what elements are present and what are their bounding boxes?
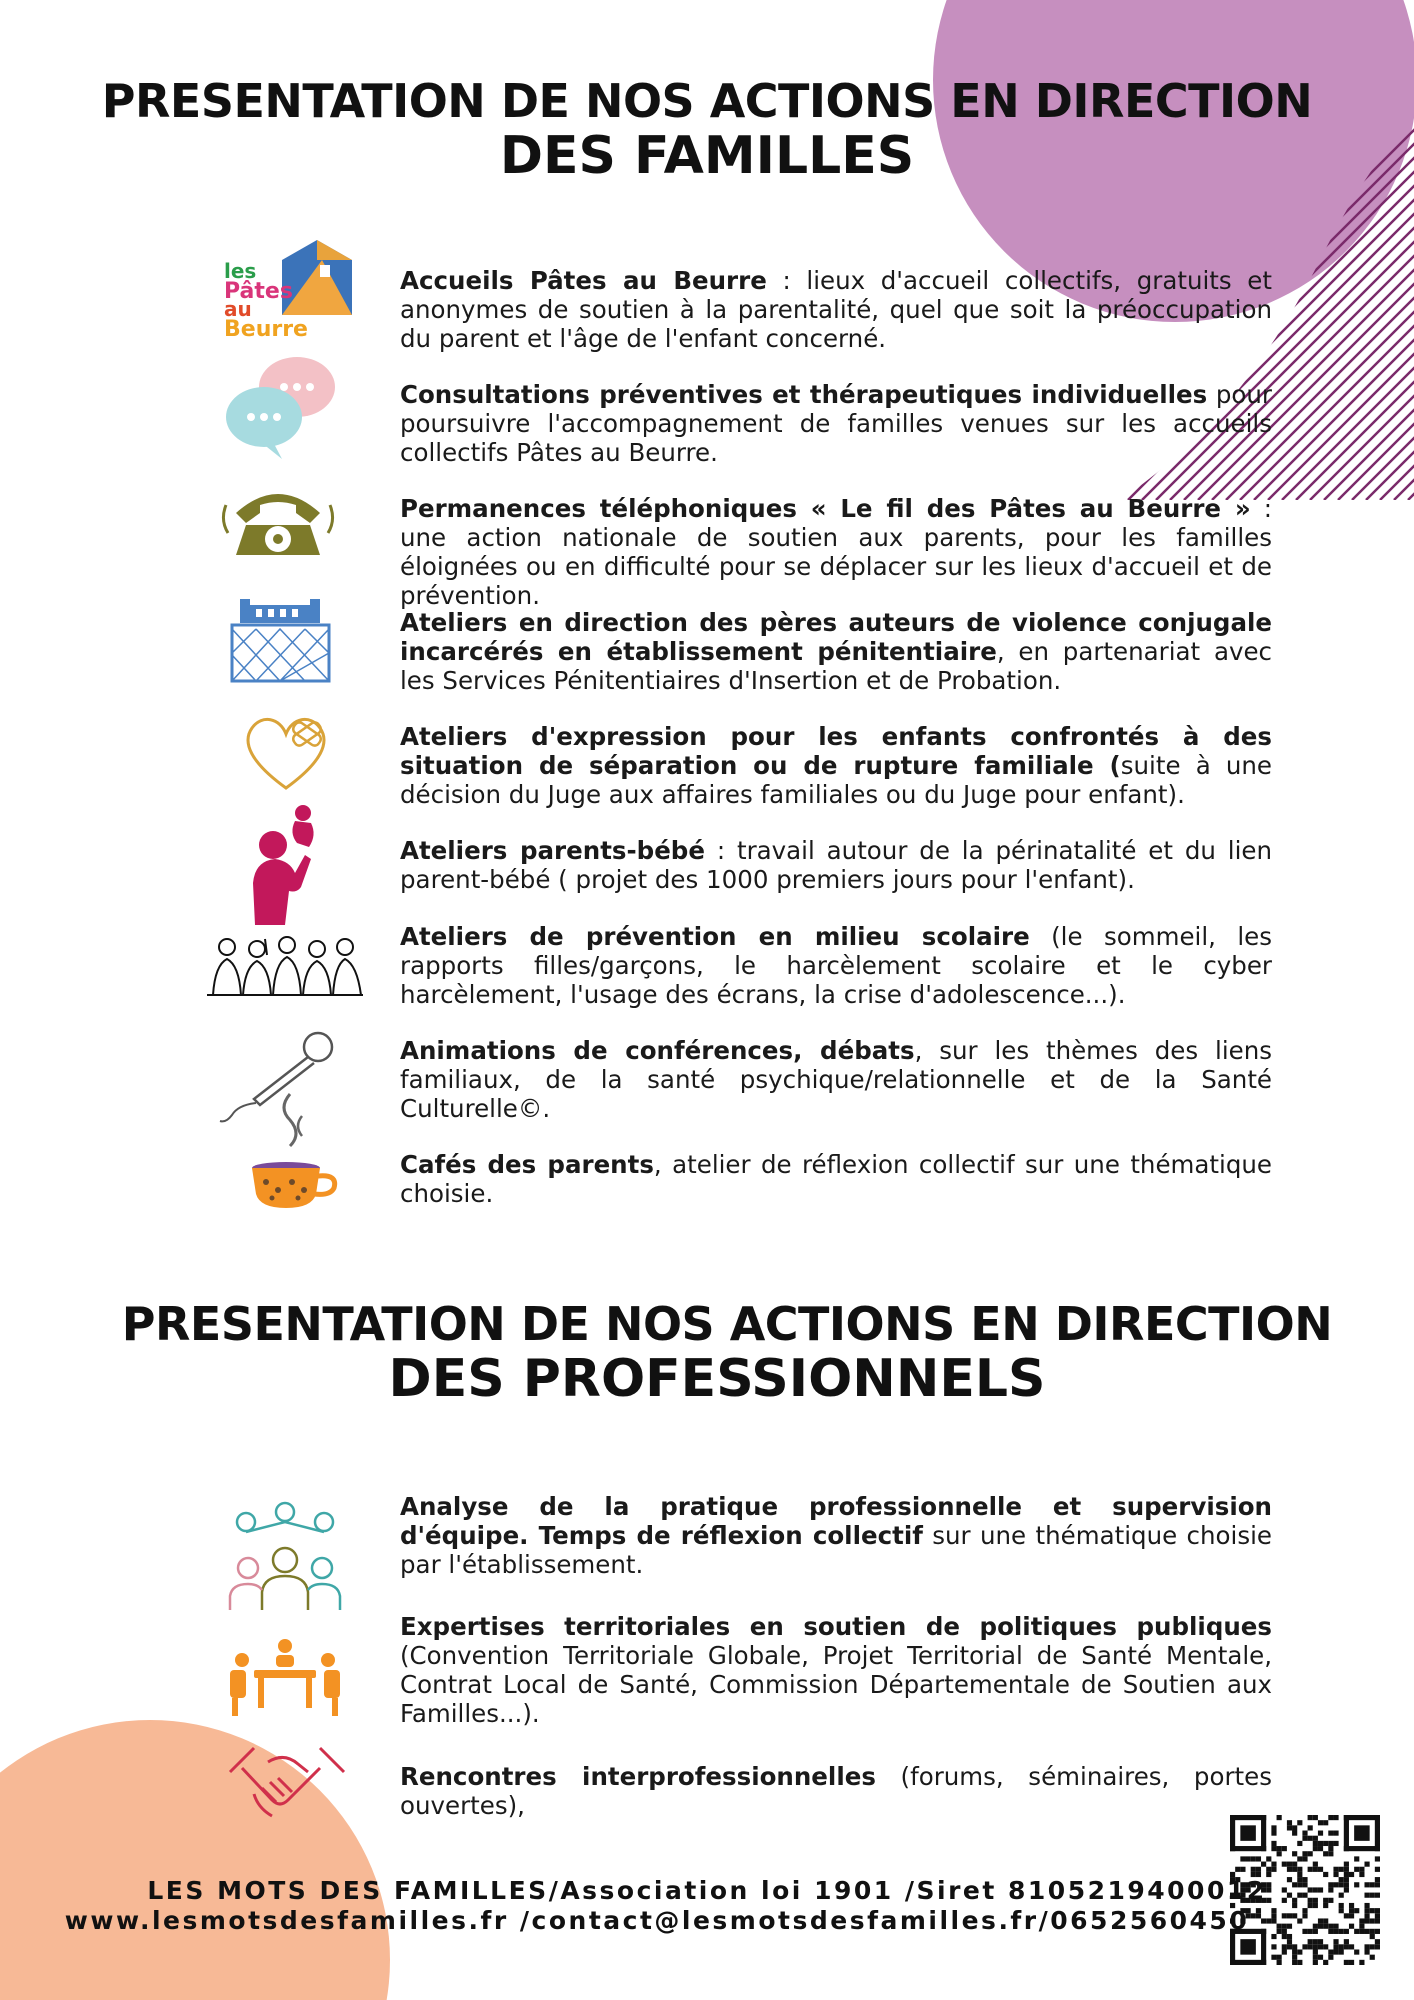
title-line1: PRESENTATION DE NOS ACTIONS EN DIRECTION	[101, 74, 1313, 128]
logo-pates-au-beurre-icon	[222, 240, 352, 340]
action-item-description: (Convention Territoriale Globale, Projet Territorial de Santé Mentale, Contrat Local de Santé, Commission Départementale de Soutien aux Familles...).	[400, 1641, 1272, 1728]
action-item	[400, 1612, 1272, 1728]
parent-baby-icon	[245, 803, 325, 925]
action-item-title: Rencontres interprofessionnelles	[400, 1762, 876, 1791]
title-line1: PRESENTATION DE NOS ACTIONS EN DIRECTION	[121, 1297, 1333, 1351]
action-item-description: : travail autour de la périnatalité et du lien parent-bébé ( projet des 1000 premiers jours pour l'enfant).	[400, 836, 1272, 894]
telephone-icon	[218, 475, 338, 560]
action-item	[400, 1150, 1272, 1208]
footer-contact-line: www.lesmotsdesfamilles.fr /contact@lesmotsdesfamilles.fr/0652560450	[64, 1906, 1250, 1935]
prison-building-icon	[228, 595, 333, 685]
peach-circle-decoration	[0, 1660, 420, 2000]
action-item	[400, 608, 1272, 695]
action-item	[400, 1492, 1272, 1579]
action-item-title: Ateliers en direction des pères auteurs de violence conjugale incarcérés en établissement pénitentiaire	[400, 608, 1272, 666]
svg-text:Beurre: Beurre	[224, 317, 308, 340]
school-children-icon	[205, 935, 365, 997]
action-item	[400, 836, 1272, 894]
action-item	[400, 1036, 1272, 1123]
action-item-description: , atelier de réflexion collectif sur une thématique choisie.	[400, 1150, 1272, 1208]
action-item-description: : une action nationale de soutien aux parents, pour les familles éloignées ou en difficulté pour se déplacer sur les lieux d'accueil et de prévention.	[400, 494, 1272, 610]
action-item	[400, 1762, 1272, 1820]
action-item-title: Accueils Pâtes au Beurre	[400, 266, 767, 295]
action-item-description: (le sommeil, les rapports filles/garçons, le harcèlement scolaire et le cyber harcèlement, l'usage des écrans, la crise d'adolescence...).	[400, 922, 1272, 1009]
action-item-description: (forums, séminaires, portes ouvertes),	[400, 1762, 1272, 1820]
team-ideas-icon	[228, 1500, 343, 1618]
action-item-description: , sur les thèmes des liens familiaux, de la santé psychique/relationnelle et de la Santé Culturelle©.	[400, 1036, 1272, 1123]
bandaged-heart-icon	[240, 712, 332, 792]
svg-text:les: les	[224, 259, 257, 283]
action-item-title: Ateliers parents-bébé	[400, 836, 705, 865]
action-item	[400, 380, 1272, 467]
action-item-title: Ateliers d'expression pour les enfants confrontés à des situation de séparation ou de rupture familiale (	[400, 722, 1272, 780]
action-item	[400, 494, 1272, 610]
action-item-title: Analyse de la pratique professionnelle et supervision d'équipe. Temps de réflexion collectif	[400, 1492, 1272, 1550]
action-item-title: Consultations préventives et thérapeutiques individuelles	[400, 380, 1208, 409]
action-item	[400, 922, 1272, 1009]
action-item	[400, 722, 1272, 809]
action-item	[400, 266, 1272, 353]
action-item-title: Ateliers de prévention en milieu scolaire	[400, 922, 1030, 951]
handshake-icon	[228, 1738, 346, 1826]
coffee-cup-icon	[248, 1090, 343, 1215]
speech-bubbles-icon	[222, 355, 342, 460]
title-line2: DES FAMILLES	[499, 126, 915, 186]
action-item-description: pour poursuivre l'accompagnement de familles venues sur les accueils collectifs Pâtes au Beurre.	[400, 380, 1272, 467]
section-families-title	[0, 75, 1414, 185]
action-item-title: Permanences téléphoniques « Le fil des Pâtes au Beurre »	[400, 494, 1251, 523]
action-item-title: Cafés des parents	[400, 1150, 654, 1179]
svg-text:au: au	[224, 297, 252, 321]
action-item-description: sur une thématique choisie par l'établissement.	[400, 1521, 1272, 1579]
svg-text:Pâtes: Pâtes	[224, 279, 293, 304]
section-professionals-title	[0, 1298, 1414, 1408]
action-item-description: , en partenariat avec les Services Pénitentiaires d'Insertion et de Probation.	[400, 637, 1272, 695]
action-item-title: Animations de conférences, débats	[400, 1036, 915, 1065]
meeting-table-icon	[228, 1638, 343, 1718]
title-line2: DES PROFESSIONNELS	[388, 1349, 1046, 1409]
action-item-title: Expertises territoriales en soutien de politiques publiques	[400, 1612, 1272, 1641]
action-item-description: suite à une décision du Juge aux affaires familiales ou du Juge pour enfant).	[400, 751, 1272, 809]
action-item-description: : lieux d'accueil collectifs, gratuits et anonymes de soutien à la parentalité, quel que soit la préoccupation du parent et l'âge de l'enfant concerné.	[400, 266, 1272, 353]
footer-association-line: LES MOTS DES FAMILLES/Association loi 1901 /Siret 8105219400012	[147, 1876, 1267, 1905]
